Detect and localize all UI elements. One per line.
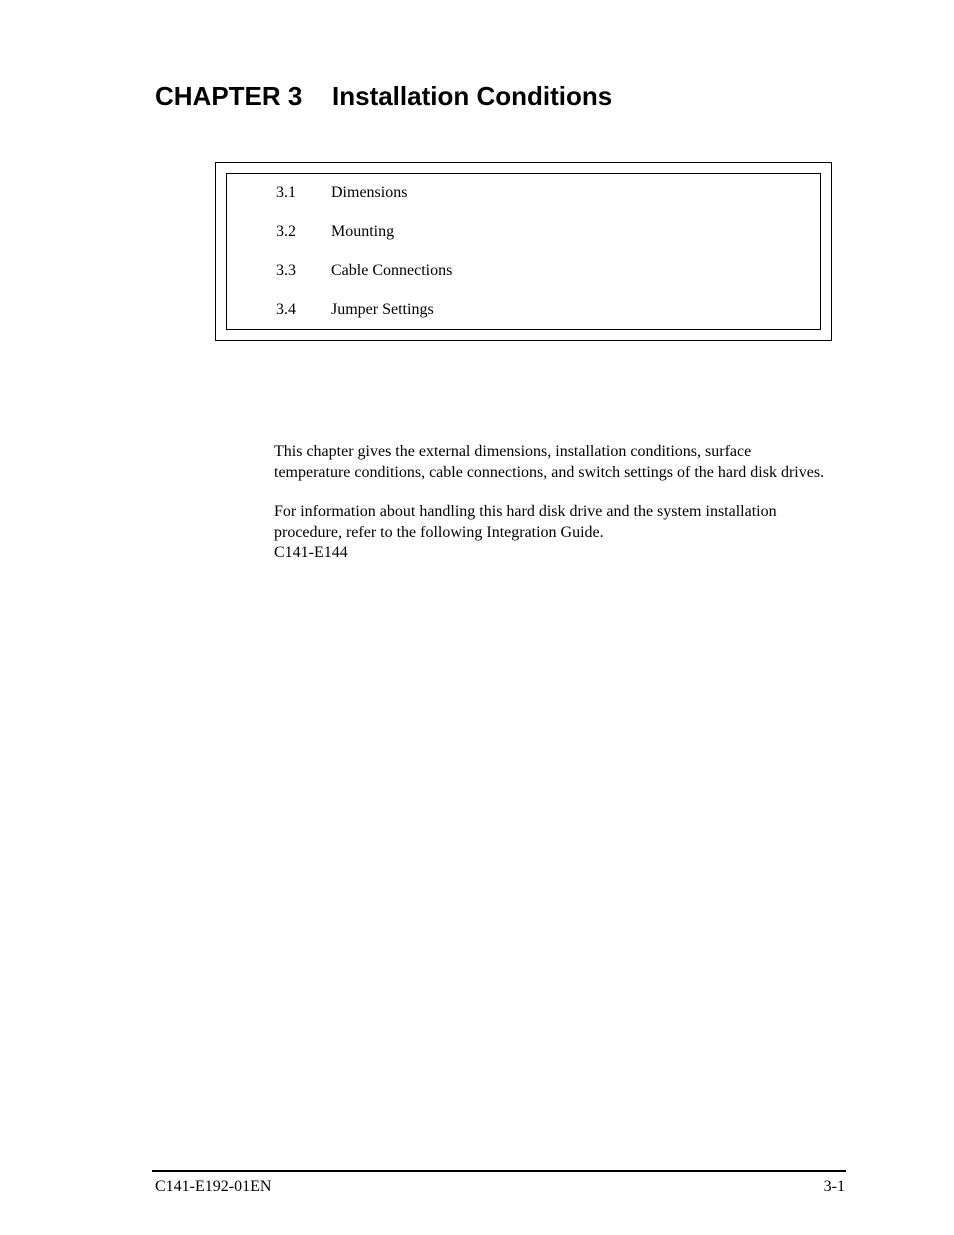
reference-doc-id: C141-E144 bbox=[274, 544, 348, 561]
intro-paragraph-2-text: For information about handling this hard disk drive and the system installation procedure, refer to the following Integration Guide. bbox=[274, 503, 777, 541]
footer-doc-id: C141-E192-01EN bbox=[155, 1178, 272, 1195]
intro-paragraph-1: This chapter gives the external dimensions, installation conditions, surface temperature conditions, cable connections, and switch settings of the hard disk drives. bbox=[274, 443, 825, 481]
footer-page-number: 3-1 bbox=[823, 1178, 845, 1195]
toc-item-number: 3.4 bbox=[276, 301, 296, 318]
toc-item-title: Cable Connections bbox=[331, 262, 453, 279]
toc-item-number: 3.3 bbox=[276, 262, 296, 279]
toc-item-number: 3.1 bbox=[276, 184, 296, 201]
footer-rule bbox=[152, 1170, 846, 1172]
toc-item-dimensions[interactable] bbox=[276, 183, 452, 222]
toc-item-cable-connections[interactable] bbox=[276, 261, 452, 300]
chapter-heading bbox=[155, 80, 612, 112]
toc-item-title: Mounting bbox=[331, 223, 395, 240]
toc-item-title: Dimensions bbox=[331, 184, 408, 201]
chapter-title: Installation Conditions bbox=[332, 81, 613, 111]
toc-item-number: 3.2 bbox=[276, 223, 296, 240]
chapter-contents-list bbox=[276, 183, 452, 339]
chapter-intro bbox=[274, 442, 830, 564]
toc-item-title: Jumper Settings bbox=[331, 301, 434, 318]
toc-item-jumper-settings[interactable] bbox=[276, 300, 452, 339]
intro-paragraph-2 bbox=[274, 502, 830, 564]
toc-item-mounting[interactable] bbox=[276, 222, 452, 261]
chapter-label: CHAPTER 3 bbox=[155, 81, 303, 111]
